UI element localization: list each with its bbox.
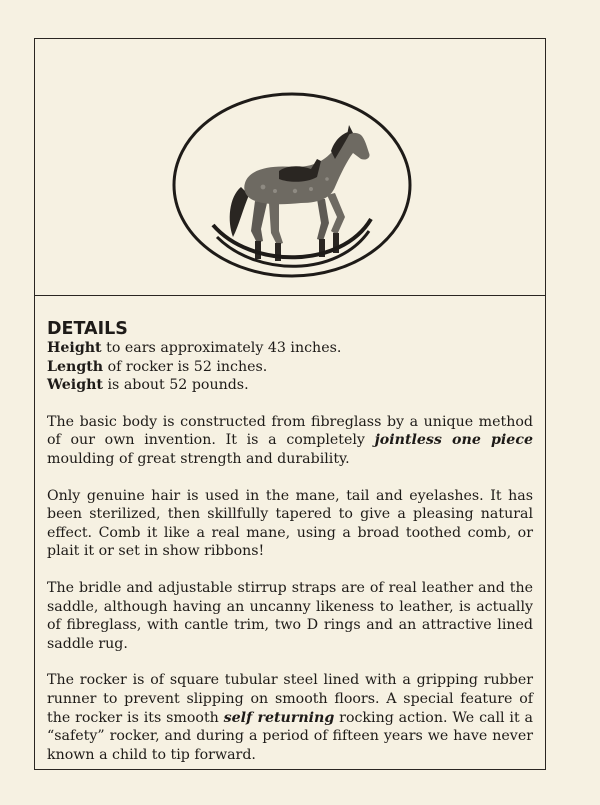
rocker-emphasis: self returning xyxy=(223,709,335,726)
spec-label: Weight xyxy=(47,377,103,394)
spec-text: to ears approximately 43 inches. xyxy=(101,340,342,356)
details-heading: DETAILS xyxy=(47,319,128,339)
spec-label: Height xyxy=(47,340,102,356)
body-text-end: moulding of great strength and durability. xyxy=(47,450,350,467)
spec-height xyxy=(47,339,533,358)
spec-weight xyxy=(47,376,533,395)
spec-text: is about 52 pounds. xyxy=(102,377,249,394)
spec-text: of rocker is 52 inches. xyxy=(103,358,268,375)
spec-label: Length xyxy=(47,358,104,375)
rocker-paragraph xyxy=(47,671,533,764)
hair-paragraph: Only genuine hair is used in the mane, tail and eyelashes. It has been sterilized, then skillfully tapered to give a pleasing natural effect. Comb it like a real mane, using a broad toothed comb, or plait it or set in show ribbons! xyxy=(47,487,533,560)
rocker-text-end: rocking action. We call it a “safety” rocker, and during a period of fifteen years we have never known a child to tip forward. xyxy=(47,709,534,763)
image-panel xyxy=(35,39,545,296)
body-paragraph xyxy=(47,413,533,469)
rocker-text-start: The rocker is of square tubular steel lined with a gripping rubber runner to prevent slipping on smooth floors. A special feature of the rocker is its smooth xyxy=(47,672,533,726)
body-emphasis: jointless one piece xyxy=(374,432,533,449)
spec-length xyxy=(47,358,533,377)
details-section xyxy=(47,319,533,764)
bridle-paragraph: The bridle and adjustable stirrup straps are of real leather and the saddle, although having an uncanny likeness to leather, is actually of fibreglass, with cantle trim, two D rings and an attractive lined saddle rug. xyxy=(47,579,533,652)
body-text-start: The basic body is constructed from fibreglass by a unique method of our own invention. It is a completely xyxy=(47,413,533,449)
rocking-horse-icon xyxy=(171,91,413,279)
page-frame xyxy=(34,38,546,770)
